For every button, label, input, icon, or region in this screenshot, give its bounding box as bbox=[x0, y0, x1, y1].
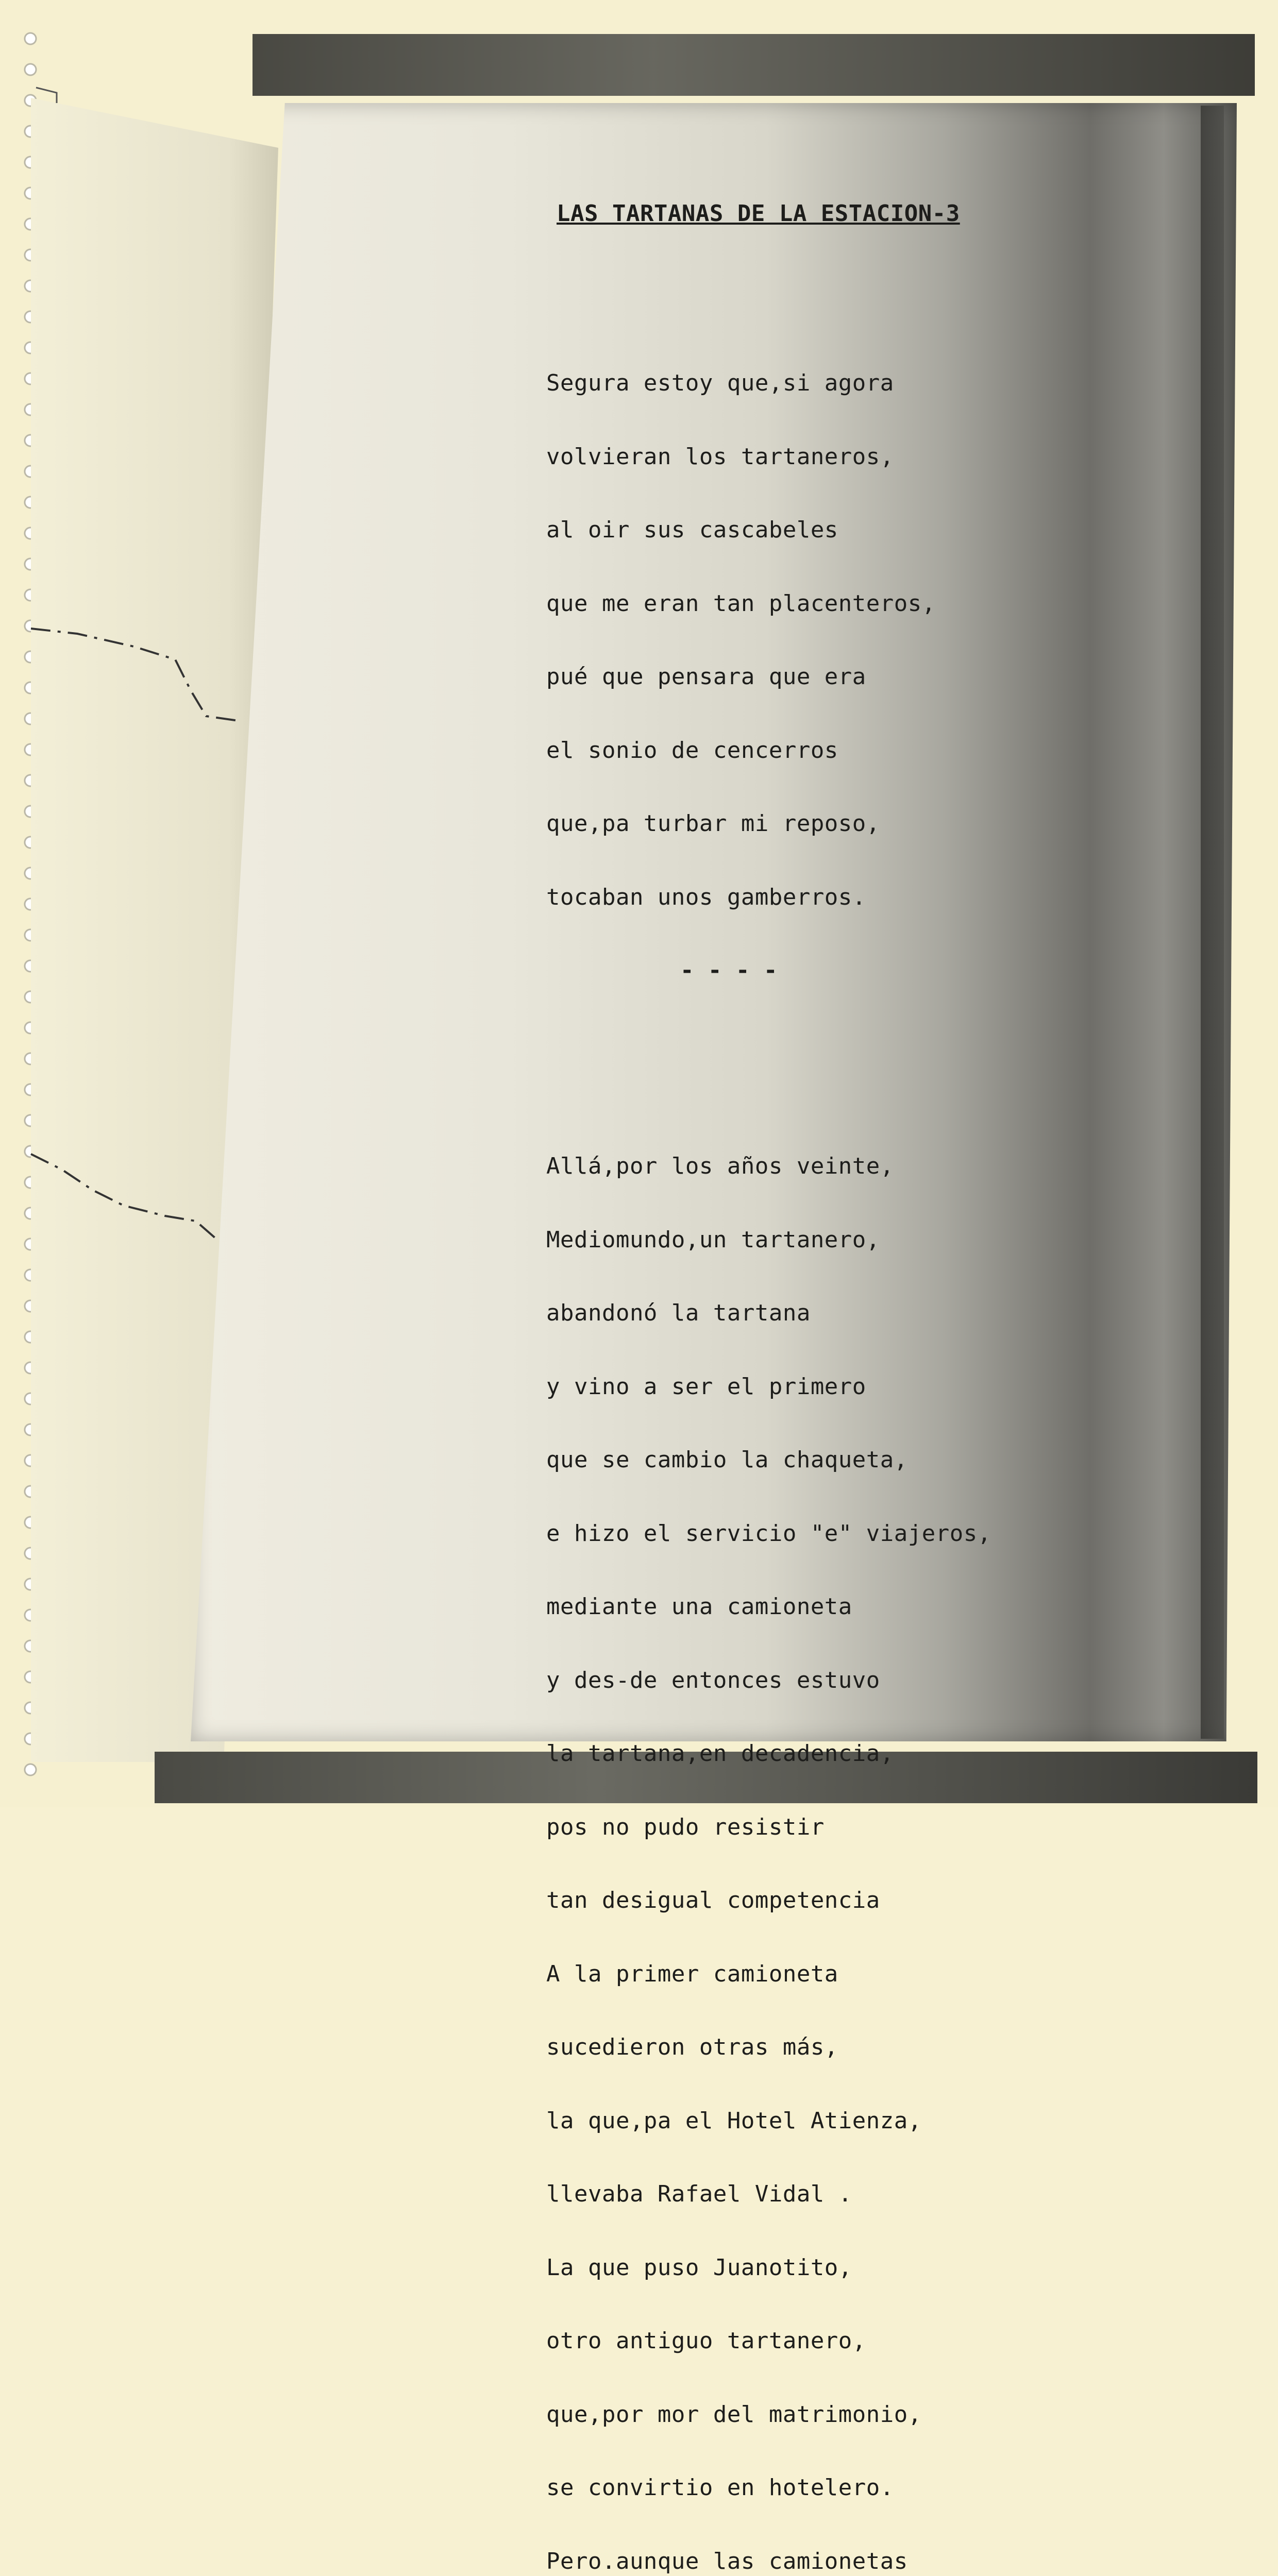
poem-line: que se cambio la chaqueta, bbox=[546, 1447, 908, 1473]
poem-line: Pero.aunque las camionetas bbox=[546, 2548, 908, 2574]
poem-line: mediante una camioneta bbox=[546, 1594, 852, 1620]
poem-line: pué que pensara que era bbox=[546, 664, 866, 690]
poem-text bbox=[546, 152, 1165, 2576]
poem-line: Mediomundo,un tartanero, bbox=[546, 1226, 880, 1253]
poem-line: volvieran los tartaneros, bbox=[546, 443, 894, 470]
sheet-right-edge bbox=[1201, 106, 1224, 1739]
poem-line: tan desigual competencia bbox=[546, 1887, 880, 1913]
poem-line: e hizo el servicio "e" viajeros, bbox=[546, 1520, 991, 1547]
poem-line: llevaba Rafael Vidal . bbox=[546, 2181, 852, 2207]
poem-line: el sonio de cencerros bbox=[546, 737, 838, 764]
stanza-separator: - - - - bbox=[680, 957, 778, 984]
poem-line: que,por mor del matrimonio, bbox=[546, 2401, 922, 2428]
poem-line: A la primer camioneta bbox=[546, 1960, 838, 1987]
poem-line: tocaban unos gamberros. bbox=[546, 884, 866, 910]
poem-line: abandonó la tartana bbox=[546, 1300, 811, 1326]
poem-line: y vino a ser el primero bbox=[546, 1373, 866, 1400]
poem-line: que me eran tan placenteros, bbox=[546, 590, 936, 617]
poem-line: Allá,por los años veinte, bbox=[546, 1153, 894, 1179]
stanza-2 bbox=[546, 1105, 1165, 2576]
page-title: LAS TARTANAS DE LA ESTACION-3 bbox=[557, 200, 960, 227]
poem-line: sucedieron otras más, bbox=[546, 2034, 838, 2060]
poem-line: otro antiguo tartanero, bbox=[546, 2328, 866, 2354]
poem-line: al oir sus cascabeles bbox=[546, 517, 838, 543]
stanza-1 bbox=[546, 322, 1165, 1032]
poem-line: Segura estoy que,si agora bbox=[546, 370, 894, 396]
poem-line: pos no pudo resistir bbox=[546, 1814, 825, 1840]
poem-line: la tartana,en decadencia, bbox=[546, 1740, 894, 1767]
poem-line: la que,pa el Hotel Atienza, bbox=[546, 2107, 922, 2134]
poem-line: La que puso Juanotito, bbox=[546, 2254, 852, 2281]
poem-line: se convirtio en hotelero. bbox=[546, 2475, 894, 2501]
poem-line: y des-de entonces estuvo bbox=[546, 1667, 880, 1693]
poem-line: que,pa turbar mi reposo, bbox=[546, 810, 880, 837]
top-dark-band bbox=[253, 34, 1255, 96]
